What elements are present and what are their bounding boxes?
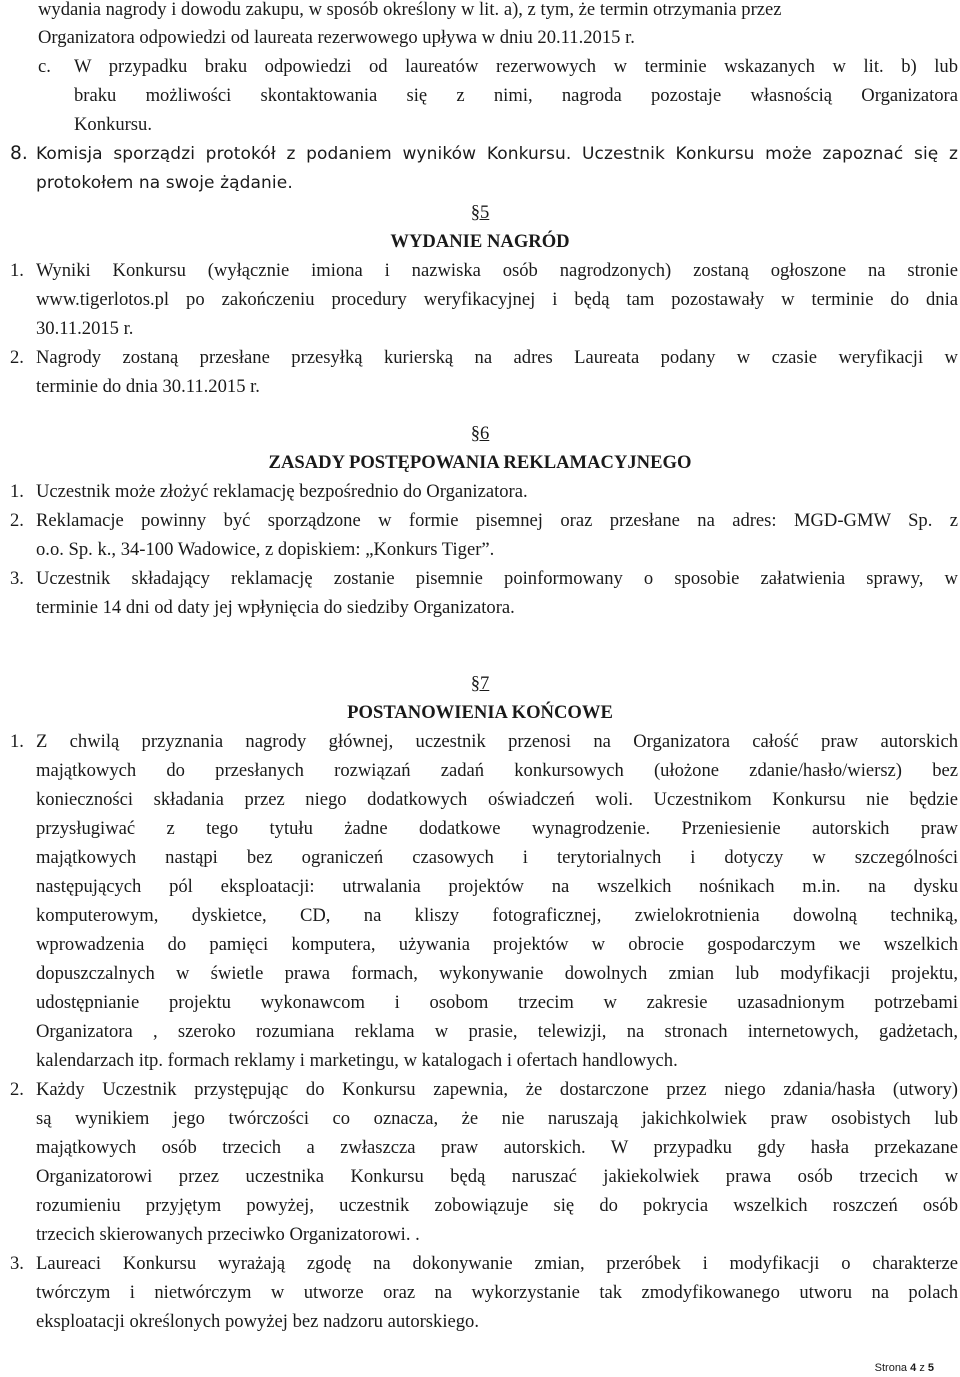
paragraph-line: protokołem na swoje żądanie.: [36, 173, 293, 193]
paragraph-line: kalendarzach itp. formach reklamy i marketingu, w katalogach i ofertach handlowych.: [36, 1050, 678, 1071]
paragraph-line: 30.11.2015 r.: [36, 318, 134, 339]
list-marker: 2.: [10, 347, 24, 368]
paragraph-line: W przypadku braku odpowiedzi od laureatów rezerwowych w terminie wskazanych w lit. b) lub: [74, 56, 958, 77]
list-marker: c.: [38, 56, 51, 77]
paragraph-line: trzecich skierowanych przeciwko Organizatorowi. .: [36, 1224, 420, 1245]
paragraph-line: Nagrody zostaną przesłane przesyłką kurierską na adres Laureata podany w czasie weryfikacji w: [36, 347, 958, 368]
list-marker: 3.: [10, 568, 24, 589]
paragraph-line: Laureaci Konkursu wyrażają zgodę na dokonywanie zmian, przeróbek i modyfikacji o charakterze: [36, 1253, 958, 1274]
page-footer: [875, 1362, 934, 1374]
paragraph-line: konieczności składania przez niego dodatkowych oświadczeń woli. Uczestnikom Konkursu nie będzie: [36, 789, 958, 810]
list-marker: 2.: [10, 1079, 24, 1100]
paragraph-line: rozumieniu przyjętym powyżej, uczestnik zobowiązuje się do pokrycia wszelkich roszczeń osób: [36, 1195, 958, 1216]
footer-page: 4: [910, 1362, 917, 1374]
paragraph-line: Reklamacje powinny być sporządzone w formie pisemnej oraz przesłane na adres: MGD-GMW Sp. z: [36, 510, 958, 531]
section-number: [0, 423, 960, 445]
section-mark: §: [470, 423, 480, 444]
paragraph-line: majątkowych osób trzecich a zwłaszcza praw autorskich. W przypadku gdy hasła przekazane: [36, 1137, 958, 1158]
list-marker: 1.: [10, 731, 24, 752]
list-marker: 2.: [10, 510, 24, 531]
section-title: WYDANIE NAGRÓD: [390, 231, 570, 252]
paragraph-line: braku możliwości skontaktowania się z nimi, nagroda pozostaje własnością Organizatora: [74, 85, 958, 106]
paragraph-line: Wyniki Konkursu (wyłącznie imiona i nazwiska osób nagrodzonych) zostaną ogłoszone na stronie: [36, 260, 958, 281]
paragraph-line: Komisja sporządzi protokół z podaniem wyników Konkursu. Uczestnik Konkursu może zapoznać się z: [36, 144, 958, 164]
list-marker: 1.: [10, 481, 24, 502]
list-marker: 1.: [10, 260, 24, 281]
paragraph-line: Z chwilą przyznania nagrody głównej, uczestnik przenosi na Organizatora całość praw autorskich: [36, 731, 958, 752]
paragraph-line: majątkowych do przesłanych rozwiązań zadań konkursowych (ułożone zdanie/hasło/wiersz) bez: [36, 760, 958, 781]
paragraph-line: Uczestnik składający reklamację zostanie pisemnie poinformowany o sposobie załatwienia sprawy, w: [36, 568, 958, 589]
list-marker: 8.: [10, 143, 28, 164]
paragraph-line: majątkowych nastąpi bez ograniczeń czasowych i terytorialnych i dotyczy w szczególności: [36, 847, 958, 868]
paragraph-line: przysługiwać z tego tytułu żadne dodatkowe wynagrodzenie. Przeniesienie autorskich praw: [36, 818, 958, 839]
footer-sep: z: [919, 1362, 925, 1374]
paragraph-line: Uczestnik może złożyć reklamację bezpośrednio do Organizatora.: [36, 481, 528, 502]
paragraph-line: wprowadzenia do pamięci komputera, używania projektów w obrocie gospodarczym we wszelkich: [36, 934, 958, 955]
paragraph-line: udostępnianie projektu wykonawcom i osobom trzecim w zakresie uzasadnionym potrzebami: [36, 992, 958, 1013]
paragraph-line: terminie 14 dni od daty jej wpłynięcia do siedziby Organizatora.: [36, 597, 515, 618]
paragraph-line: są wynikiem jego twórczości co oznacza, że nie naruszają jakichkolwiek praw osobistych lub: [36, 1108, 958, 1129]
section-number: [0, 673, 960, 695]
paragraph-line: następujących pól eksploatacji: utrwalania projektów na wszelkich nośnikach m.in. na dysku: [36, 876, 958, 897]
section-num: 7: [480, 673, 490, 694]
paragraph-line: twórczym i nietwórczym w utworze oraz na wykorzystanie tak zmodyfikowanego utworu na polach: [36, 1282, 958, 1303]
paragraph-line: o.o. Sp. k., 34-100 Wadowice, z dopiskiem: „Konkurs Tiger”.: [36, 539, 495, 560]
section-number: [0, 202, 960, 224]
paragraph-line: eksploatacji określonych powyżej bez nadzoru autorskiego.: [36, 1311, 479, 1332]
paragraph-line: dopuszczalnych w świetle prawa formach, wykonywanie dowolnych zmian lub modyfikacji projektu,: [36, 963, 958, 984]
section-mark: §: [470, 202, 480, 223]
paragraph-line: Konkursu.: [74, 114, 152, 135]
paragraph-line: terminie do dnia 30.11.2015 r.: [36, 376, 260, 397]
paragraph-line: wydania nagrody i dowodu zakupu, w sposób określony w lit. a), z tym, że termin otrzymania przez: [38, 0, 782, 20]
section-mark: §: [470, 673, 480, 694]
paragraph-line: Organizatora odpowiedzi od laureata rezerwowego upływa w dniu 20.11.2015 r.: [38, 27, 635, 48]
list-marker: 3.: [10, 1253, 24, 1274]
footer-label: Strona: [874, 1362, 908, 1374]
footer-total: 5: [927, 1362, 934, 1374]
paragraph-line: Organizatora , szeroko rozumiana reklama w prasie, telewizji, na stronach internetowych, gadżetach,: [36, 1021, 958, 1042]
paragraph-line: Organizatorowi przez uczestnika Konkursu będą naruszać jakiekolwiek prawa osób trzecich w: [36, 1166, 958, 1187]
paragraph-line: Każdy Uczestnik przystępując do Konkursu zapewnia, że dostarczone przez niego zdania/hasła (utwory): [36, 1079, 958, 1100]
section-num: 5: [480, 202, 490, 223]
paragraph-line: komputerowym, dyskietce, CD, na kliszy fotograficznej, zwielokrotnienia dowolną techniką,: [36, 905, 958, 926]
paragraph-line: www.tigerlotos.pl po zakończeniu procedury weryfikacyjnej i będą tam pozostawały w terminie do dnia: [36, 289, 958, 310]
section-title: POSTANOWIENIA KOŃCOWE: [347, 702, 613, 723]
section-num: 6: [480, 423, 490, 444]
section-title: ZASADY POSTĘPOWANIA REKLAMACYJNEGO: [268, 452, 692, 473]
